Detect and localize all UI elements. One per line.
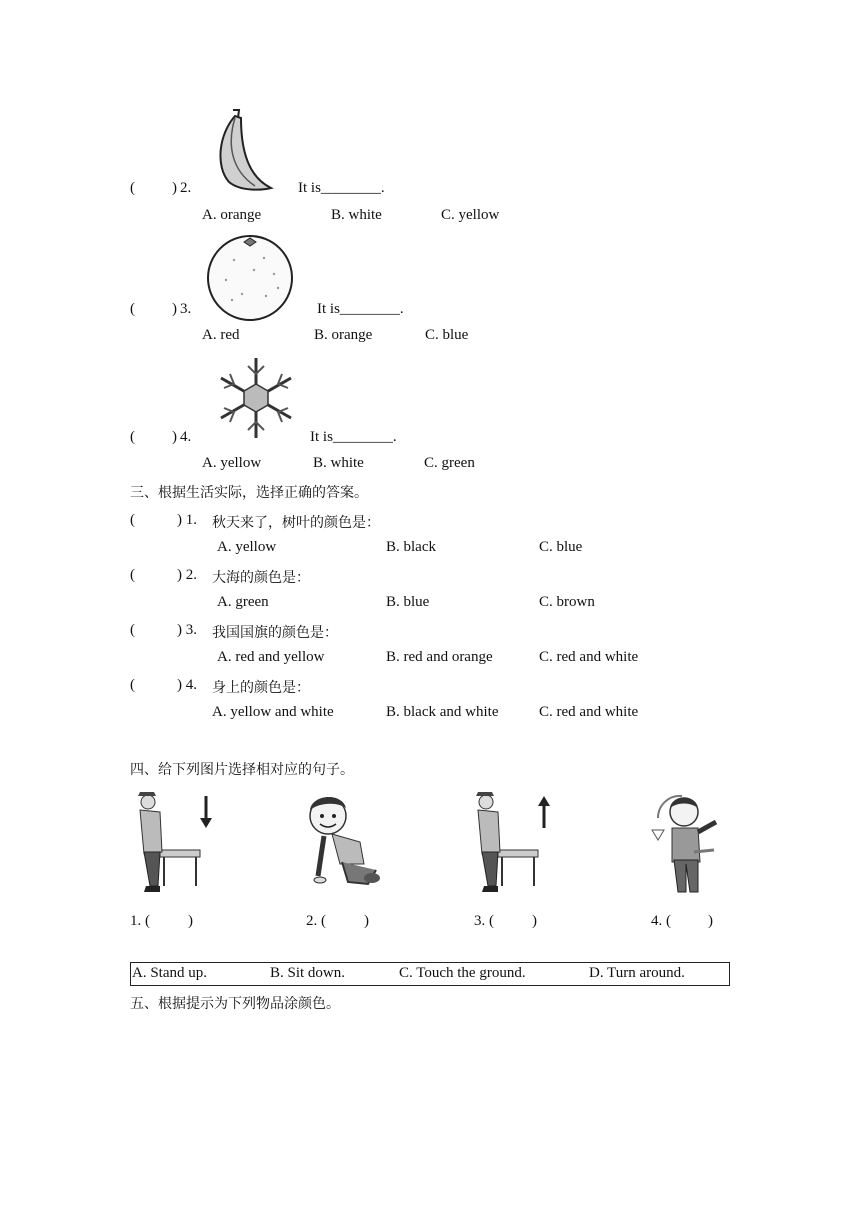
s3-q3-option-c: C. red and white — [539, 649, 639, 665]
s3-q1-paren: ( — [130, 512, 135, 528]
q3-option-c: C. blue — [425, 327, 469, 343]
q2-option-a: A. orange — [202, 207, 262, 223]
q3-stem: It is________. — [317, 301, 404, 317]
q2-stem: It is________. — [298, 180, 385, 196]
q4-paren-close: ) — [172, 429, 177, 445]
s4-option-d: D. Turn around. — [589, 965, 685, 981]
s4-option-a: A. Stand up. — [132, 965, 207, 981]
s4-blank-3-close: ) — [532, 913, 537, 929]
q4-paren-open: ( — [130, 429, 135, 445]
s4-blank-2-close: ) — [364, 913, 369, 929]
s3-q3-option-b: B. red and orange — [386, 649, 493, 665]
man-standing-up-icon — [468, 790, 554, 896]
s3-q2-paren: ( — [130, 567, 135, 583]
q2-number: 2. — [180, 180, 192, 196]
q3-option-b: B. orange — [314, 327, 373, 343]
s3-q3-paren: ( — [130, 622, 135, 638]
s3-q1-stem: 秋天来了，树叶的颜色是： — [212, 515, 380, 531]
q2-option-c: C. yellow — [441, 207, 500, 223]
s4-blank-4: 4. ( — [651, 913, 671, 929]
orange-fruit-icon — [204, 230, 296, 322]
s3-q4-option-a: A. yellow and white — [212, 704, 334, 720]
s3-q1-option-c: C. blue — [539, 539, 583, 555]
section3-heading: 三、根据生活实际，选择正确的答案。 — [130, 485, 368, 501]
s4-blank-1: 1. ( — [130, 913, 150, 929]
q3-option-a: A. red — [202, 327, 240, 343]
q3-paren-close: ) — [172, 301, 177, 317]
s4-option-c: C. Touch the ground. — [399, 965, 526, 981]
boy-touching-ground-icon — [298, 790, 384, 896]
s3-q1-option-b: B. black — [386, 539, 436, 555]
s4-blank-1-close: ) — [188, 913, 193, 929]
man-sitting-down-icon — [130, 790, 216, 896]
q3-paren-open: ( — [130, 301, 135, 317]
s3-q3-stem: 我国国旗的颜色是： — [212, 625, 338, 641]
s3-q2-option-b: B. blue — [386, 594, 430, 610]
s3-q4-option-b: B. black and white — [386, 704, 499, 720]
s3-q1-option-a: A. yellow — [217, 539, 277, 555]
q4-option-b: B. white — [313, 455, 364, 471]
s3-q2-option-c: C. brown — [539, 594, 595, 610]
s3-q3-option-a: A. red and yellow — [217, 649, 325, 665]
section4-heading: 四、给下列图片选择相对应的句子。 — [130, 762, 354, 778]
q4-option-a: A. yellow — [202, 455, 262, 471]
q4-number: 4. — [180, 429, 192, 445]
s3-q4-paren: ( — [130, 677, 135, 693]
s3-q2-stem: 大海的颜色是： — [212, 570, 310, 586]
s3-q2-number: ) 2. — [177, 567, 197, 583]
q3-number: 3. — [180, 301, 192, 317]
s3-q4-option-c: C. red and white — [539, 704, 639, 720]
q2-paren-open: ( — [130, 180, 135, 196]
snowflake-icon — [210, 352, 302, 444]
s3-q3-number: ) 3. — [177, 622, 197, 638]
q2-paren-close: ) — [172, 180, 177, 196]
s4-blank-2: 2. ( — [306, 913, 326, 929]
s3-q1-number: ) 1. — [177, 512, 197, 528]
banana-icon — [205, 104, 277, 192]
s3-q4-stem: 身上的颜色是： — [212, 680, 310, 696]
s3-q4-number: ) 4. — [177, 677, 197, 693]
s3-q2-option-a: A. green — [217, 594, 269, 610]
s4-blank-4-close: ) — [708, 913, 713, 929]
s4-option-b: B. Sit down. — [270, 965, 346, 981]
q4-option-c: C. green — [424, 455, 475, 471]
boy-turning-around-icon — [642, 790, 728, 896]
s4-blank-3: 3. ( — [474, 913, 494, 929]
section5-heading: 五、根据提示为下列物品涂颜色。 — [130, 996, 340, 1012]
q2-option-b: B. white — [331, 207, 382, 223]
q4-stem: It is________. — [310, 429, 397, 445]
